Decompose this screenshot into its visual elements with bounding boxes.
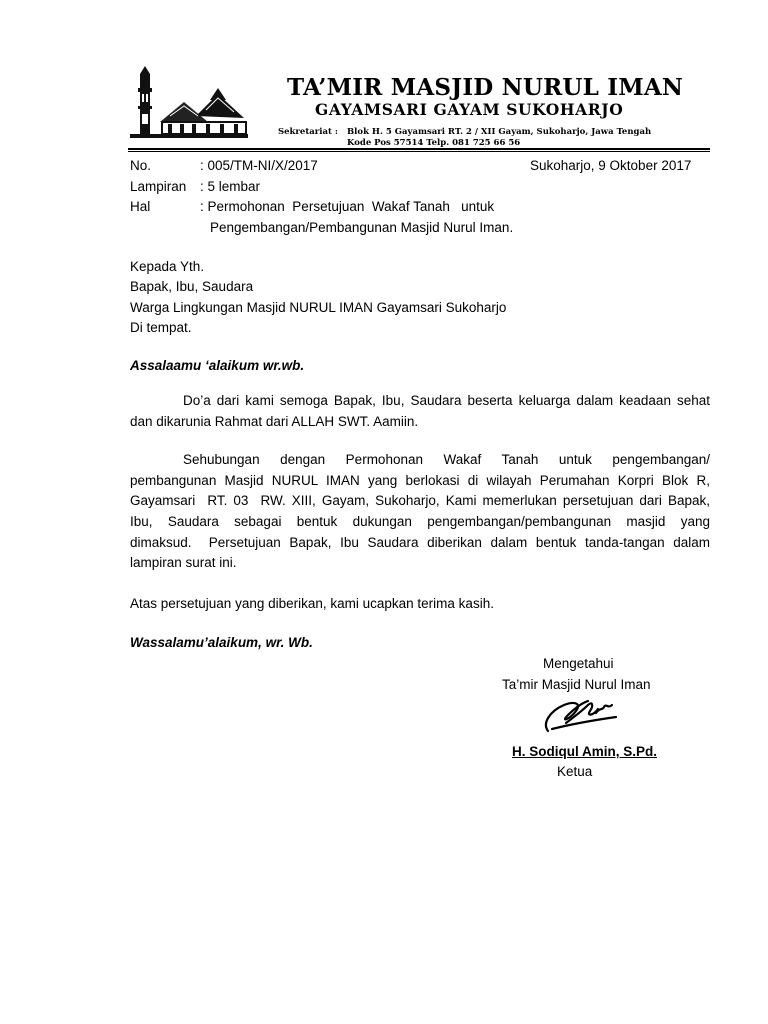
hal-line-2: Pengembangan/Pembangunan Masjid Nurul Iman.	[210, 220, 514, 235]
letterhead-rule-thin	[128, 151, 710, 152]
no-value: : 005/TM-NI/X/2017	[200, 158, 318, 173]
paragraph-2-line-6: lampiran surat ini.	[130, 555, 237, 570]
lampiran-value: : 5 lembar	[200, 179, 261, 194]
letterhead-address: Blok H. 5 Gayamsari RT. 2 / XII Gayam, Sukoharjo, Jawa Tengah	[347, 127, 652, 137]
letter-date: Sukoharjo, 9 Oktober 2017	[530, 158, 692, 173]
closing-line: Atas persetujuan yang diberikan, kami ucapkan terima kasih.	[130, 596, 494, 611]
hal-line-1: : Permohonan Persetujuan Wakaf Tanah untuk	[200, 199, 495, 214]
recipient-line-1: Kepada Yth.	[130, 259, 205, 274]
letterhead-title: TA’MIR MASJID NURUL IMAN	[287, 74, 684, 101]
mosque-logo	[126, 66, 250, 142]
paragraph-2-line-2: pembangunan Masjid NURUL IMAN yang berlokasi di wilayah Perumahan Korpri Blok R,	[130, 473, 710, 488]
letterhead-rule-thick	[128, 148, 710, 150]
closing-greeting: Wassalamu’alaikum, wr. Wb.	[130, 635, 313, 650]
letterhead-postal-phone: Kode Pos 57514 Telp. 081 725 66 56	[347, 138, 521, 148]
handwritten-signature	[538, 693, 638, 739]
signature-known-by: Mengetahui	[543, 656, 614, 671]
letterhead-subtitle: GAYAMSARI GAYAM SUKOHARJO	[315, 100, 624, 119]
hal-label: Hal	[130, 199, 151, 214]
paragraph-1-line-1: Do’a dari kami semoga Bapak, Ibu, Saudara beserta keluarga dalam keadaan sehat	[183, 393, 710, 408]
paragraph-2-line-1: Sehubungan dengan Permohonan Wakaf Tanah untuk pengembangan/	[183, 452, 710, 467]
lampiran-label: Lampiran	[130, 179, 187, 194]
signer-name: H. Sodiqul Amin, S.Pd.	[512, 744, 657, 759]
recipient-line-3: Warga Lingkungan Masjid NURUL IMAN Gayamsari Sukoharjo	[130, 300, 507, 315]
signature-org: Ta’mir Masjid Nurul Iman	[502, 677, 651, 692]
no-label: No.	[130, 158, 152, 173]
recipient-line-4: Di tempat.	[130, 320, 192, 335]
paragraph-2-line-3: Gayamsari RT. 03 RW. XIII, Gayam, Sukoharjo, Kami memerlukan persetujuan dari Bapak,	[130, 493, 710, 508]
recipient-line-2: Bapak, Ibu, Saudara	[130, 279, 254, 294]
paragraph-2-line-5: dimaksud. Persetujuan Bapak, Ibu Saudara diberikan dalam bentuk tanda-tangan dalam	[130, 535, 710, 550]
signer-role: Ketua	[557, 764, 593, 779]
greeting: Assalaamu ‘alaikum wr.wb.	[130, 358, 305, 373]
paragraph-2-line-4: Ibu, Saudara sebagai bentuk dukungan pengembangan/pembangunan masjid yang	[130, 514, 710, 529]
letterhead-secretariat-label: Sekretariat :	[278, 127, 338, 137]
paragraph-1-line-2: dan dikarunia Rahmat dari ALLAH SWT. Aamiin.	[130, 414, 419, 429]
